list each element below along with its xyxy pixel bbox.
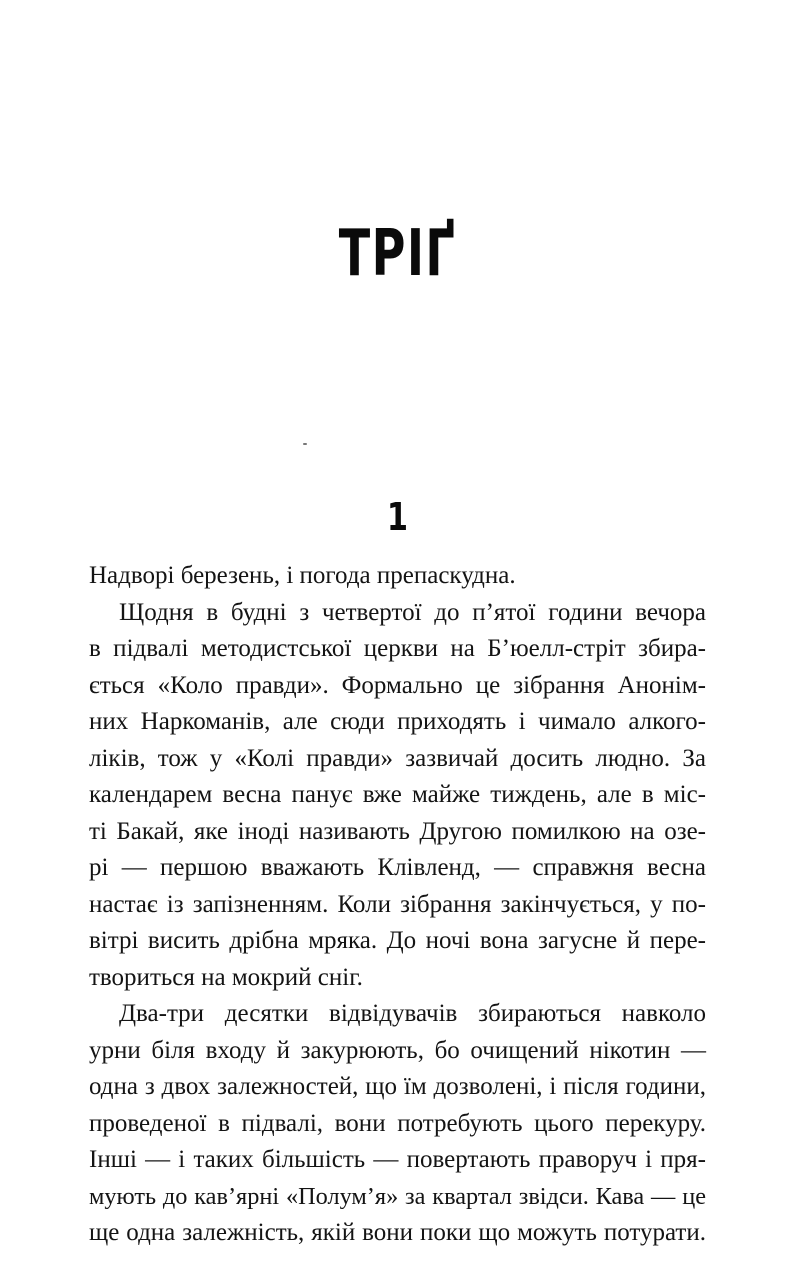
text-line: в підвалі методистської церкви на Б’юелл-стріт збира-	[89, 635, 706, 662]
text-line: Щодня в будні з четвертої до п’ятої години вечора	[119, 598, 706, 626]
text-line: проведеної в підвалі, вони потребують цього перекуру.	[89, 1109, 706, 1137]
text-line: мують до кав’ярні «Полум’я» за квартал звідси. Кава — це	[89, 1182, 706, 1210]
text-line: вітрі висить дрібна мряка. До ночі вона загусне й пере-	[89, 927, 706, 954]
text-line: настає із запізненням. Коли зібрання закінчується, у по-	[89, 890, 706, 918]
text-line: урни біля входу й закурюють, бо очищений нікотин —	[89, 1036, 706, 1064]
chapter-number: 1	[386, 495, 409, 539]
text-line: ще одна залежність, якій вони поки що можуть потурати.	[89, 1219, 706, 1246]
text-line: Два-три десятки відвідувачів збираються навколо	[119, 1000, 706, 1027]
text-line: ті Бакай, яке іноді називають Другою помилкою на озе-	[89, 817, 706, 845]
text-line: твориться на мокрий сніг.	[89, 963, 363, 991]
ink-speck	[303, 443, 307, 445]
part-title: ТРІҐ	[338, 217, 457, 291]
text-line: ється «Коло правди». Формально це зібрання Анонім-	[89, 671, 706, 699]
text-line: рі — першою вважають Клівленд, — справжня весна	[89, 854, 706, 881]
text-line: календарем весна панує вже майже тиждень, але в міс-	[89, 781, 706, 808]
text-line: одна з двох залежностей, що їм дозволені, і після години,	[89, 1073, 706, 1100]
text-line: Інші — і таких більшість — повертають праворуч і пря-	[89, 1146, 706, 1173]
text-line: Надворі березень, і погода препаскудна.	[89, 562, 516, 589]
text-line: них Наркоманів, але сюди приходять і чимало алкого-	[89, 708, 706, 735]
chapter-body	[89, 558, 706, 1252]
text-line: ліків, тож у «Колі правди» зазвичай досить людно. За	[89, 744, 706, 772]
